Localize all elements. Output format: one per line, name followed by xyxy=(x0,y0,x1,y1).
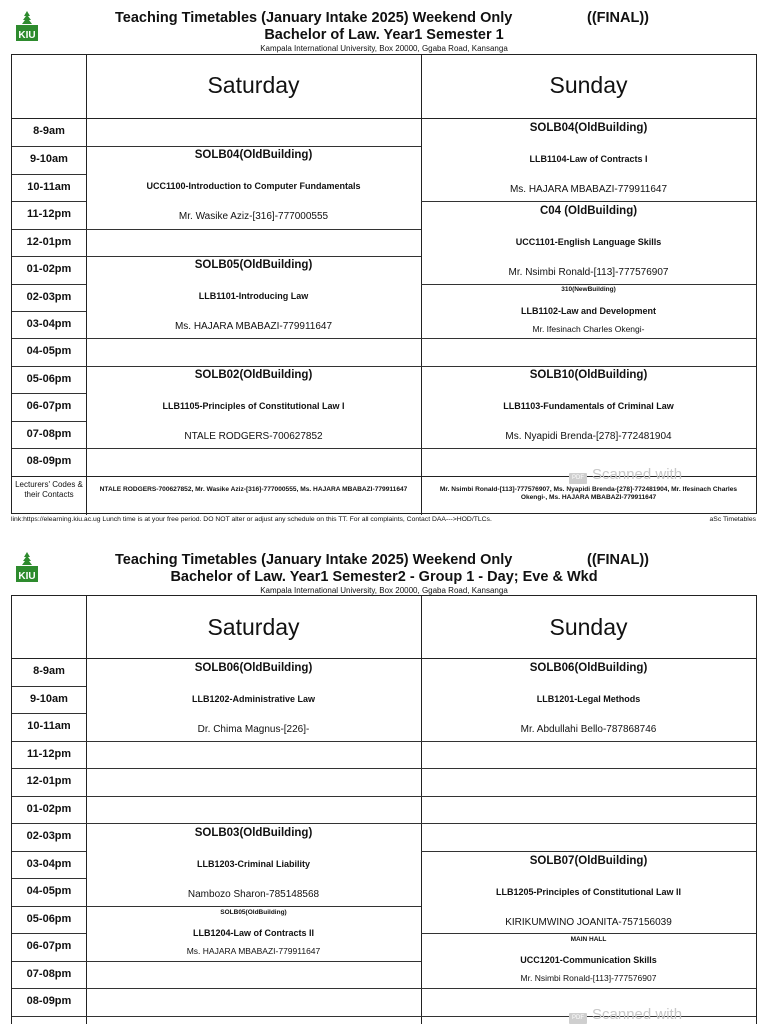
lecturer-name: Ms. HAJARA MBABAZI-779911647 xyxy=(174,321,333,332)
timetable-title: Teaching Timetables (January Intake 2025) Weekend Only xyxy=(115,10,513,26)
lecturer-codes-saturday: NTALE RODGERS-700627852, Mr. Wasike Aziz-[316]-777000555, Ms. HAJARA MBABAZI-779911647 xyxy=(99,486,408,493)
class-block xyxy=(421,284,756,338)
lecturer-name: NTALE RODGERS-700627852 xyxy=(184,431,323,442)
time-slot: 03-04pm xyxy=(26,318,72,330)
class-block xyxy=(86,906,421,961)
time-slot: 10-11am xyxy=(27,720,71,732)
time-slot: 11-12pm xyxy=(26,208,72,220)
day-header-saturday: Saturday xyxy=(207,72,300,98)
course-title: LLB1104-Law of Contracts I xyxy=(529,154,648,164)
time-slot: 02-03pm xyxy=(26,291,72,303)
room-name: SOLB04(OldBuilding) xyxy=(194,149,313,161)
class-block xyxy=(421,851,756,933)
time-slot: 08-09pm xyxy=(26,995,72,1007)
lecturer-name: Mr. Ifesinach Charles Okengi- xyxy=(532,324,645,334)
pdf-badge-icon: PDF xyxy=(569,1013,587,1024)
university-address: Kampala International University, Box 20000, Ggaba Road, Kansanga xyxy=(260,586,508,595)
scanner-watermark: Scanned with xyxy=(592,466,683,483)
time-slot: 12-01pm xyxy=(26,775,72,787)
day-header-sunday: Sunday xyxy=(549,72,628,98)
time-slot: 07-08pm xyxy=(26,968,72,980)
lecturer-name: Dr. Chima Magnus-[226]- xyxy=(197,724,310,735)
class-block xyxy=(86,658,421,741)
room-name: SOLB10(OldBuilding) xyxy=(529,369,648,381)
timetable-grid xyxy=(11,595,757,1024)
university-address: Kampala International University, Box 20000, Ggaba Road, Kansanga xyxy=(260,44,508,53)
room-name: SOLB06(OldBuilding) xyxy=(529,662,648,674)
room-name: C04 (OldBuilding) xyxy=(539,205,638,217)
time-slot: 9-10am xyxy=(30,153,68,165)
program-subtitle: Bachelor of Law. Year1 Semester2 - Group 1 - Day; Eve & Wkd xyxy=(170,569,598,585)
program-subtitle: Bachelor of Law. Year1 Semester 1 xyxy=(264,27,504,43)
room-name: SOLB06(OldBuilding) xyxy=(194,662,313,674)
timetable-sheet-2 xyxy=(0,545,768,1024)
course-title: LLB1101-Introducing Law xyxy=(198,291,309,301)
class-block xyxy=(421,118,756,201)
lecturer-name: Mr. Nsimbi Ronald-[113]-777576907 xyxy=(520,973,657,983)
course-title: LLB1204-Law of Contracts II xyxy=(192,928,315,938)
time-slot: 06-07pm xyxy=(26,940,72,952)
class-block xyxy=(86,146,421,229)
lecturer-name: Mr. Abdullahi Bello-787868746 xyxy=(520,724,657,735)
timetable-grid xyxy=(11,54,757,514)
course-title: LLB1102-Law and Development xyxy=(520,306,657,316)
room-name: SOLB05(OldBuilding) xyxy=(220,909,287,916)
timetable-title: Teaching Timetables (January Intake 2025) Weekend Only xyxy=(115,552,513,568)
final-tag: ((FINAL)) xyxy=(587,10,650,26)
time-slot: 11-12pm xyxy=(26,748,72,760)
class-block xyxy=(86,256,421,338)
room-name: SOLB03(OldBuilding) xyxy=(194,827,313,839)
time-slot: 12-01pm xyxy=(26,236,72,248)
day-header-sunday: Sunday xyxy=(549,614,628,640)
lecturer-name: KIRIKUMWINO JOANITA-757156039 xyxy=(505,917,672,928)
time-slot: 8-9am xyxy=(33,125,65,137)
room-name: SOLB07(OldBuilding) xyxy=(529,855,648,867)
class-block xyxy=(421,366,756,448)
time-slot: 05-06pm xyxy=(26,913,72,925)
room-name: MAIN HALL xyxy=(570,936,607,943)
lecturer-name: Ms. HAJARA MBABAZI-779911647 xyxy=(509,184,668,195)
lecturer-name: Ms. HAJARA MBABAZI-779911647 xyxy=(186,946,321,956)
lecturer-codes-sunday: Mr. Nsimbi Ronald-[113]-777576907, Ms. Nyapidi Brenda-[278]-772481904, Mr. Ifesinach Charles Okengi-, Ms. HAJARA MBABAZI-779911647 xyxy=(439,486,738,501)
time-slot: 9-10am xyxy=(30,693,68,705)
lecturer-name: Mr. Wasike Aziz-[316]-777000555 xyxy=(178,211,329,222)
time-slot: 08-09pm xyxy=(26,455,72,467)
course-title: UCC1201-Communication Skills xyxy=(520,955,657,965)
footer-note: link:https://elearning.kiu.ac.ug Lunch time is at your free period. DO NOT alter or adjust any schedule on this TT. For all complaints, Contact DAA--->HOD/TLCs. xyxy=(11,516,492,523)
room-name: SOLB05(OldBuilding) xyxy=(194,259,313,271)
room-name: 310(NewBuilding) xyxy=(561,286,616,293)
course-title: UCC1101-English Language Skills xyxy=(515,237,662,247)
lecturer-name: Nambozo Sharon-785148568 xyxy=(187,889,320,900)
course-title: LLB1105-Principles of Constitutional Law I xyxy=(162,401,345,411)
lecturer-name: Mr. Nsimbi Ronald-[113]-777576907 xyxy=(508,267,669,278)
class-block xyxy=(86,823,421,906)
time-slot: 06-07pm xyxy=(26,400,72,412)
time-slot: 07-08pm xyxy=(26,428,72,440)
scanner-watermark: Scanned with xyxy=(592,1006,683,1023)
course-title: LLB1205-Principles of Constitutional Law II xyxy=(495,887,682,897)
course-title: LLB1103-Fundamentals of Criminal Law xyxy=(503,401,674,411)
time-slot: 10-11am xyxy=(27,181,71,193)
lecturer-name: Ms. Nyapidi Brenda-[278]-772481904 xyxy=(505,431,672,442)
pdf-badge-icon: PDF xyxy=(569,473,587,484)
class-block xyxy=(421,201,756,284)
course-title: LLB1202-Administrative Law xyxy=(191,694,316,704)
svg-text:KIU: KIU xyxy=(18,30,36,41)
svg-text:KIU: KIU xyxy=(18,571,36,582)
course-title: LLB1201-Legal Methods xyxy=(536,694,641,704)
time-slot: 04-05pm xyxy=(26,885,72,897)
time-slot: 01-02pm xyxy=(26,803,72,815)
class-block xyxy=(86,366,421,448)
room-name: SOLB04(OldBuilding) xyxy=(529,122,648,134)
final-tag: ((FINAL)) xyxy=(587,552,650,568)
time-slot: 01-02pm xyxy=(26,263,72,275)
class-block xyxy=(421,933,756,988)
room-name: SOLB02(OldBuilding) xyxy=(194,369,313,381)
class-block xyxy=(421,658,756,741)
footer-brand: aSc Timetables xyxy=(709,516,756,523)
time-slot: 04-05pm xyxy=(26,345,72,357)
time-slot: 8-9am xyxy=(33,665,65,677)
time-slot: 03-04pm xyxy=(26,858,72,870)
day-header-saturday: Saturday xyxy=(207,614,300,640)
course-title: UCC1100-Introduction to Computer Fundamentals xyxy=(146,181,361,191)
time-slot: 02-03pm xyxy=(26,830,72,842)
course-title: LLB1203-Criminal Liability xyxy=(196,859,311,869)
time-slot: 05-06pm xyxy=(26,373,72,385)
lecturers-label: Lecturers' Codes & their Contacts xyxy=(15,480,83,499)
